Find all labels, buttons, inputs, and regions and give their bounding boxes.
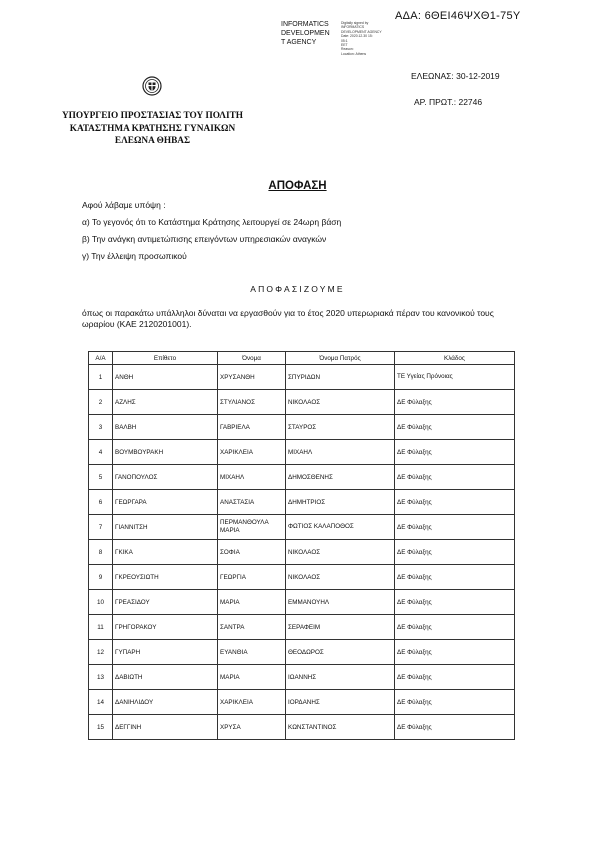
table-row bbox=[89, 390, 515, 415]
name-cell: ΧΑΡΙΚΛΕΙΑ bbox=[218, 440, 286, 465]
branch-cell: ΔΕ Φύλαξης bbox=[395, 390, 515, 415]
name-cell: ΜΑΡΙΑ bbox=[218, 665, 286, 690]
greek-emblem-icon bbox=[142, 76, 162, 96]
surname-cell: ΔΕΓΓΙΝΗ bbox=[113, 715, 218, 740]
branch-cell: ΔΕ Φύλαξης bbox=[395, 715, 515, 740]
name-cell: ΕΥΑΝΘΙΑ bbox=[218, 640, 286, 665]
name-cell: ΣΤΥΛΙΑΝΟΣ bbox=[218, 390, 286, 415]
branch-cell: ΔΕ Φύλαξης bbox=[395, 490, 515, 515]
name-cell: ΣΟΦΙΑ bbox=[218, 540, 286, 565]
name-cell: ΧΡΥΣΑ bbox=[218, 715, 286, 740]
row-index: 3 bbox=[89, 415, 113, 440]
father-name-cell: ΙΩΑΝΝΗΣ bbox=[286, 665, 395, 690]
table-row bbox=[89, 415, 515, 440]
name-cell: ΑΝΑΣΤΑΣΙΑ bbox=[218, 490, 286, 515]
name-cell: ΠΕΡΜΑΝΘΟΥΛΑ ΜΑΡΙΑ bbox=[218, 515, 286, 540]
father-name-cell: ΔΗΜΟΣΘΕΝΗΣ bbox=[286, 465, 395, 490]
row-index: 11 bbox=[89, 615, 113, 640]
column-header-name: Όνομα bbox=[218, 352, 286, 365]
branch-cell: ΔΕ Φύλαξης bbox=[395, 465, 515, 490]
decision-text: όπως οι παρακάτω υπάλληλοι δύναται να εργασθούν για το έτος 2020 υπερωριακά πέραν του κανονικού τους ωραρίου (ΚΑΕ 2120201001). bbox=[82, 308, 494, 329]
employee-table bbox=[88, 351, 515, 740]
name-cell: ΜΙΧΑΗΛ bbox=[218, 465, 286, 490]
father-name-cell: ΘΕΟΔΩΡΟΣ bbox=[286, 640, 395, 665]
surname-cell: ΓΡΕΑΣΙΔΟΥ bbox=[113, 590, 218, 615]
surname-cell: ΔΑΝΙΗΛΙΔΟΥ bbox=[113, 690, 218, 715]
surname-cell: ΓΥΠΑΡΗ bbox=[113, 640, 218, 665]
branch-cell: ΔΕ Φύλαξης bbox=[395, 665, 515, 690]
row-index: 12 bbox=[89, 640, 113, 665]
document-date: ΕΛΕΩΝΑΣ: 30-12-2019 bbox=[411, 71, 500, 81]
ada-code: ΑΔΑ: 6ΘΕΙ46ΨΧΘ1-75Υ bbox=[395, 10, 521, 22]
father-name-cell: ΝΙΚΟΛΑΟΣ bbox=[286, 540, 395, 565]
table-row bbox=[89, 515, 515, 540]
father-name-cell: ΝΙΚΟΛΑΟΣ bbox=[286, 565, 395, 590]
surname-cell: ΓΑΝΟΠΟΥΛΟΣ bbox=[113, 465, 218, 490]
table-row bbox=[89, 365, 515, 390]
signature-title: INFORMATICS DEVELOPMEN T AGENCY bbox=[281, 21, 330, 46]
table-row bbox=[89, 465, 515, 490]
digital-signature-stamp bbox=[281, 20, 401, 60]
branch-cell: ΔΕ Φύλαξης bbox=[395, 615, 515, 640]
table-row bbox=[89, 715, 515, 740]
name-cell: ΧΡΥΣΑΝΘΗ bbox=[218, 365, 286, 390]
row-index: 13 bbox=[89, 665, 113, 690]
father-name-cell: ΚΩΝΣΤΑΝΤΙΝΟΣ bbox=[286, 715, 395, 740]
branch-cell: ΔΕ Φύλαξης bbox=[395, 540, 515, 565]
table-row bbox=[89, 615, 515, 640]
surname-cell: ΓΕΩΡΓΑΡΑ bbox=[113, 490, 218, 515]
table-body bbox=[89, 365, 515, 740]
row-index: 4 bbox=[89, 440, 113, 465]
father-name-cell: ΙΟΡΔΑΝΗΣ bbox=[286, 690, 395, 715]
row-index: 5 bbox=[89, 465, 113, 490]
branch-cell: ΔΕ Φύλαξης bbox=[395, 440, 515, 465]
branch-cell: ΔΕ Φύλαξης bbox=[395, 640, 515, 665]
row-index: 10 bbox=[89, 590, 113, 615]
surname-cell: ΑΝΘΗ bbox=[113, 365, 218, 390]
column-header-surname: Επίθετο bbox=[113, 352, 218, 365]
branch-cell: ΔΕ Φύλαξης bbox=[395, 565, 515, 590]
branch-cell: ΔΕ Φύλαξης bbox=[395, 690, 515, 715]
column-header-branch: Κλάδος bbox=[395, 352, 515, 365]
row-index: 7 bbox=[89, 515, 113, 540]
name-cell: ΣΑΝΤΡΑ bbox=[218, 615, 286, 640]
consideration-item: α) Το γεγονός ότι το Κατάστημα Κράτησης λειτουργεί σε 24ωρη βάση bbox=[82, 217, 342, 227]
table-row bbox=[89, 690, 515, 715]
row-index: 8 bbox=[89, 540, 113, 565]
column-header-father-name: Όνομα Πατρός bbox=[286, 352, 395, 365]
surname-cell: ΓΚΙΚΑ bbox=[113, 540, 218, 565]
name-cell: ΓΑΒΡΙΕΛΑ bbox=[218, 415, 286, 440]
protocol-number: ΑΡ. ΠΡΩΤ.: 22746 bbox=[414, 97, 483, 107]
surname-cell: ΒΑΛΒΗ bbox=[113, 415, 218, 440]
considerations bbox=[82, 197, 341, 265]
name-cell: ΜΑΡΙΑ bbox=[218, 590, 286, 615]
father-name-cell: ΕΜΜΑΝΟΥΗΛ bbox=[286, 590, 395, 615]
surname-cell: ΓΚΡΕΟΥΣΙΩΤΗ bbox=[113, 565, 218, 590]
surname-cell: ΓΡΗΓΟΡΑΚΟΥ bbox=[113, 615, 218, 640]
table-row bbox=[89, 440, 515, 465]
consideration-item: γ) Την έλλειψη προσωπικού bbox=[82, 251, 187, 261]
table-row bbox=[89, 640, 515, 665]
table-row bbox=[89, 590, 515, 615]
table-row bbox=[89, 665, 515, 690]
father-name-cell: ΣΠΥΡΙΔΩΝ bbox=[286, 365, 395, 390]
ministry-header: ΥΠΟΥΡΓΕΙΟ ΠΡΟΣΤΑΣΙΑΣ ΤΟΥ ΠΟΛΙΤΗ ΚΑΤΑΣΤΗΜΑ ΚΡΑΤΗΣΗΣ ΓΥΝΑΙΚΩΝ ΕΛΕΩΝΑ ΘΗΒΑΣ bbox=[61, 111, 244, 146]
row-index: 1 bbox=[89, 365, 113, 390]
father-name-cell: ΔΗΜΗΤΡΙΟΣ bbox=[286, 490, 395, 515]
surname-cell: ΒΟΥΜΒΟΥΡΑΚΗ bbox=[113, 440, 218, 465]
row-index: 9 bbox=[89, 565, 113, 590]
row-index: 14 bbox=[89, 690, 113, 715]
row-index: 6 bbox=[89, 490, 113, 515]
father-name-cell: ΣΤΑΥΡΟΣ bbox=[286, 415, 395, 440]
branch-cell: ΔΕ Φύλαξης bbox=[395, 515, 515, 540]
branch-cell: ΤΕ Υγείας Πρόνοιας bbox=[395, 365, 515, 390]
branch-cell: ΔΕ Φύλαξης bbox=[395, 415, 515, 440]
father-name-cell: ΝΙΚΟΛΑΟΣ bbox=[286, 390, 395, 415]
father-name-cell: ΣΕΡΑΦΕΙΜ bbox=[286, 615, 395, 640]
table-row bbox=[89, 490, 515, 515]
table-row bbox=[89, 565, 515, 590]
column-header-index: Α/Α bbox=[89, 352, 113, 365]
name-cell: ΧΑΡΙΚΛΕΙΑ bbox=[218, 690, 286, 715]
row-index: 2 bbox=[89, 390, 113, 415]
surname-cell: ΓΙΑΝΝΙΤΣΗ bbox=[113, 515, 218, 540]
father-name-cell: ΦΩΤΙΟΣ ΚΑΛΑΠΟΘΟΣ bbox=[286, 515, 395, 540]
row-index: 15 bbox=[89, 715, 113, 740]
document-title: ΑΠΟΦΑΣΗ bbox=[268, 180, 327, 192]
signature-details: Digitally signed by INFORMATICS DEVELOPMENT AGENCY Date: 2020.12.30 15: 05:1 EET Reason: Location: Athens bbox=[341, 21, 382, 56]
table-header-row bbox=[89, 352, 515, 365]
father-name-cell: ΜΙΧΑΗΛ bbox=[286, 440, 395, 465]
branch-cell: ΔΕ Φύλαξης bbox=[395, 590, 515, 615]
surname-cell: ΑΖΛΗΣ bbox=[113, 390, 218, 415]
decision-heading: ΑΠΟΦΑΣΙΖΟΥΜΕ bbox=[250, 284, 345, 294]
consideration-item: β) Την ανάγκη αντιμετώπισης επειγόντων υπηρεσιακών αναγκών bbox=[82, 234, 327, 244]
surname-cell: ΔΑΒΙΩΤΗ bbox=[113, 665, 218, 690]
table-row bbox=[89, 540, 515, 565]
considerations-heading: Αφού λάβαμε υπόψη : bbox=[82, 200, 166, 210]
name-cell: ΓΕΩΡΓΙΑ bbox=[218, 565, 286, 590]
